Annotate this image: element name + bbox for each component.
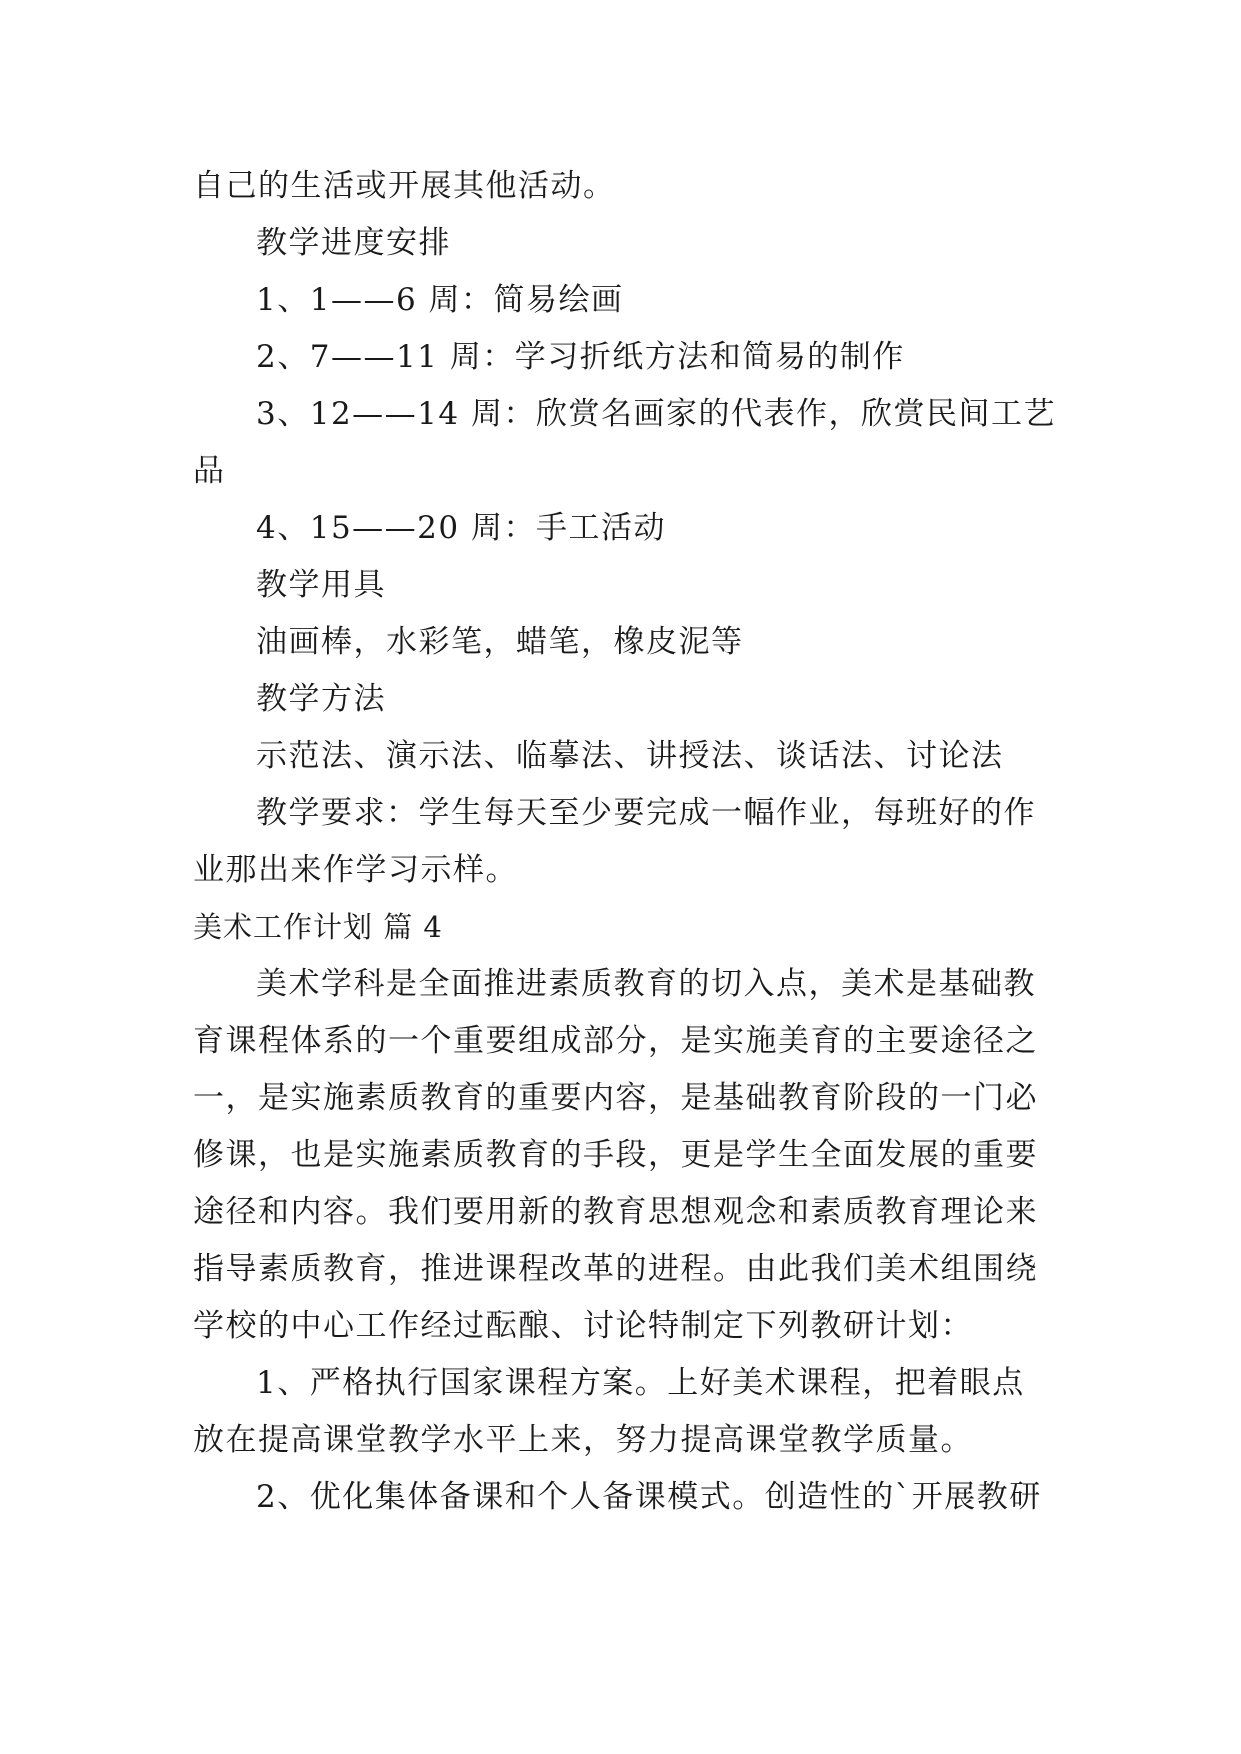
list-item: 2、7——11 周：学习折纸方法和简易的制作 [256,339,905,375]
section-heading: 教学方法 [256,681,386,717]
paragraph-line: 途径和内容。我们要用新的教育思想观念和素质教育理论来 [193,1194,1038,1230]
paragraph-line: 一，是实施素质教育的重要内容，是基础教育阶段的一门必 [193,1080,1038,1116]
paragraph-line: 学校的中心工作经过酝酿、讨论特制定下列教研计划： [193,1308,973,1344]
text-line: 品 [193,453,226,489]
paragraph-line: 指导素质教育，推进课程改革的进程。由此我们美术组围绕 [193,1251,1038,1287]
list-item: 1、严格执行国家课程方案。上好美术课程，把着眼点 [256,1365,1025,1401]
article-heading: 美术工作计划 篇 4 [193,910,443,944]
section-heading: 教学进度安排 [256,225,451,261]
list-item: 3、12——14 周：欣赏名画家的代表作，欣赏民间工艺 [256,396,1056,432]
text-line: 示范法、演示法、临摹法、讲授法、谈话法、讨论法 [256,738,1004,774]
list-item: 4、15——20 周：手工活动 [256,510,666,546]
list-item: 2、优化集体备课和个人备课模式。创造性的`开展教研 [256,1479,1042,1515]
text-line: 油画棒，水彩笔，蜡笔，橡皮泥等 [256,624,744,660]
paragraph-line: 美术学科是全面推进素质教育的切入点，美术是基础教 [256,966,1036,1002]
paragraph-line: 放在提高课堂教学水平上来，努力提高课堂教学质量。 [193,1422,973,1458]
section-heading: 教学用具 [256,567,386,603]
paragraph-line: 修课，也是实施素质教育的手段，更是学生全面发展的重要 [193,1137,1038,1173]
text-line: 自己的生活或开展其他活动。 [193,168,616,204]
text-line: 业那出来作学习示样。 [193,852,518,888]
text-line: 教学要求：学生每天至少要完成一幅作业，每班好的作 [256,795,1036,831]
list-item: 1、1——6 周：简易绘画 [256,282,624,318]
paragraph-line: 育课程体系的一个重要组成部分，是实施美育的主要途径之 [193,1023,1038,1059]
